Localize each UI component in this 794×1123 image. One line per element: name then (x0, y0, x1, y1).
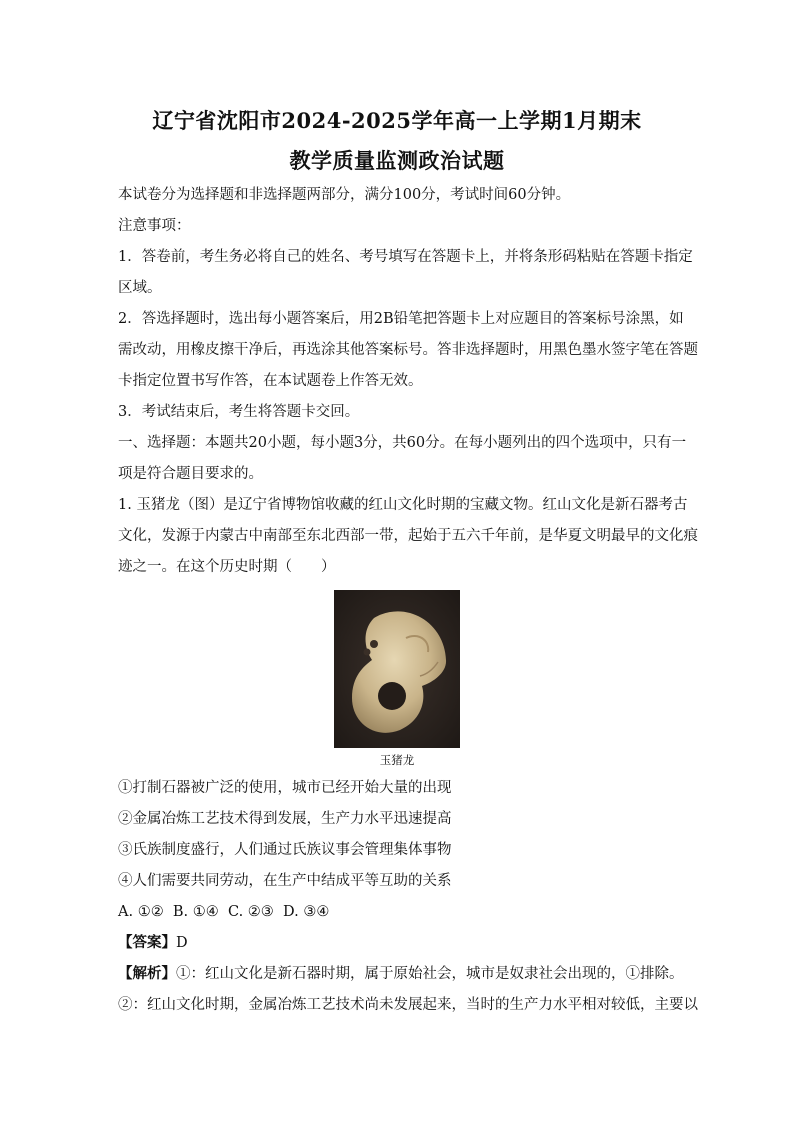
answer-value: D (176, 935, 188, 951)
analysis-line (118, 964, 684, 984)
statement-3: ③氏族制度盛行，人们通过氏族议事会管理集体事物 (118, 842, 452, 858)
jade-pig-dragon-illustration (334, 590, 460, 748)
notice-heading: 注意事项： (118, 218, 191, 234)
statement-4: ④人们需要共同劳动，在生产中结成平等互助的关系 (118, 873, 452, 889)
section-heading: 一、选择题：本题共20小题，每小题3分，共60分。在每小题列出的四个选项中，只有一 (118, 435, 687, 451)
question-text: 文化，发源于内蒙古中南部至东北西部一带，起始于五六千年前，是华夏文明最早的文化痕 (118, 528, 698, 544)
statement-1: ①打制石器被广泛的使用，城市已经开始大量的出现 (118, 780, 452, 796)
analysis-text: ①：红山文化是新石器时期，属于原始社会，城市是奴隶社会出现的，①排除。 (176, 966, 684, 982)
intro-text: 本试卷分为选择题和非选择题两部分，满分100分，考试时间60分钟。 (118, 187, 571, 203)
answer-options: A. ①② B. ①④ C. ②③ D. ③④ (118, 904, 330, 920)
note-line: 3．考试结束后，考生将答题卡交回。 (118, 404, 360, 420)
note-line: 区域。 (118, 280, 162, 296)
analysis-text-cont: ②：红山文化时期，金属冶炼工艺技术尚未发展起来，当时的生产力水平相对较低，主要以 (118, 997, 698, 1013)
question-text: 迹之一。在这个历史时期（ ） (118, 559, 336, 575)
title-line-1: 辽宁省沈阳市2024-2025学年高一上学期1月期末 (152, 108, 642, 133)
figure-caption: 玉猪龙 (379, 753, 415, 767)
section-heading-cont: 项是符合题目要求的。 (118, 466, 263, 482)
answer-line (118, 933, 678, 953)
note-line: 1．答卷前，考生务必将自己的姓名、考号填写在答题卡上，并将条形码粘贴在答题卡指定 (118, 249, 693, 265)
analysis-label: 【解析】 (118, 965, 176, 982)
question-text: 1. 玉猪龙（图）是辽宁省博物馆收藏的红山文化时期的宝藏文物。红山文化是新石器考古 (118, 497, 688, 513)
statement-2: ②金属冶炼工艺技术得到发展，生产力水平迅速提高 (118, 811, 452, 827)
jade-pig-dragon-image (334, 590, 460, 748)
answer-label: 【答案】 (118, 934, 176, 951)
note-line: 需改动，用橡皮擦干净后，再选涂其他答案标号。答非选择题时，用黑色墨水签字笔在答题 (118, 342, 698, 358)
note-line: 2．答选择题时，选出每小题答案后，用2B铅笔把答题卡上对应题目的答案标号涂黑，如 (118, 311, 684, 327)
title-line-2: 教学质量监测政治试题 (289, 148, 505, 173)
note-line: 卡指定位置书写作答，在本试题卷上作答无效。 (118, 373, 423, 389)
